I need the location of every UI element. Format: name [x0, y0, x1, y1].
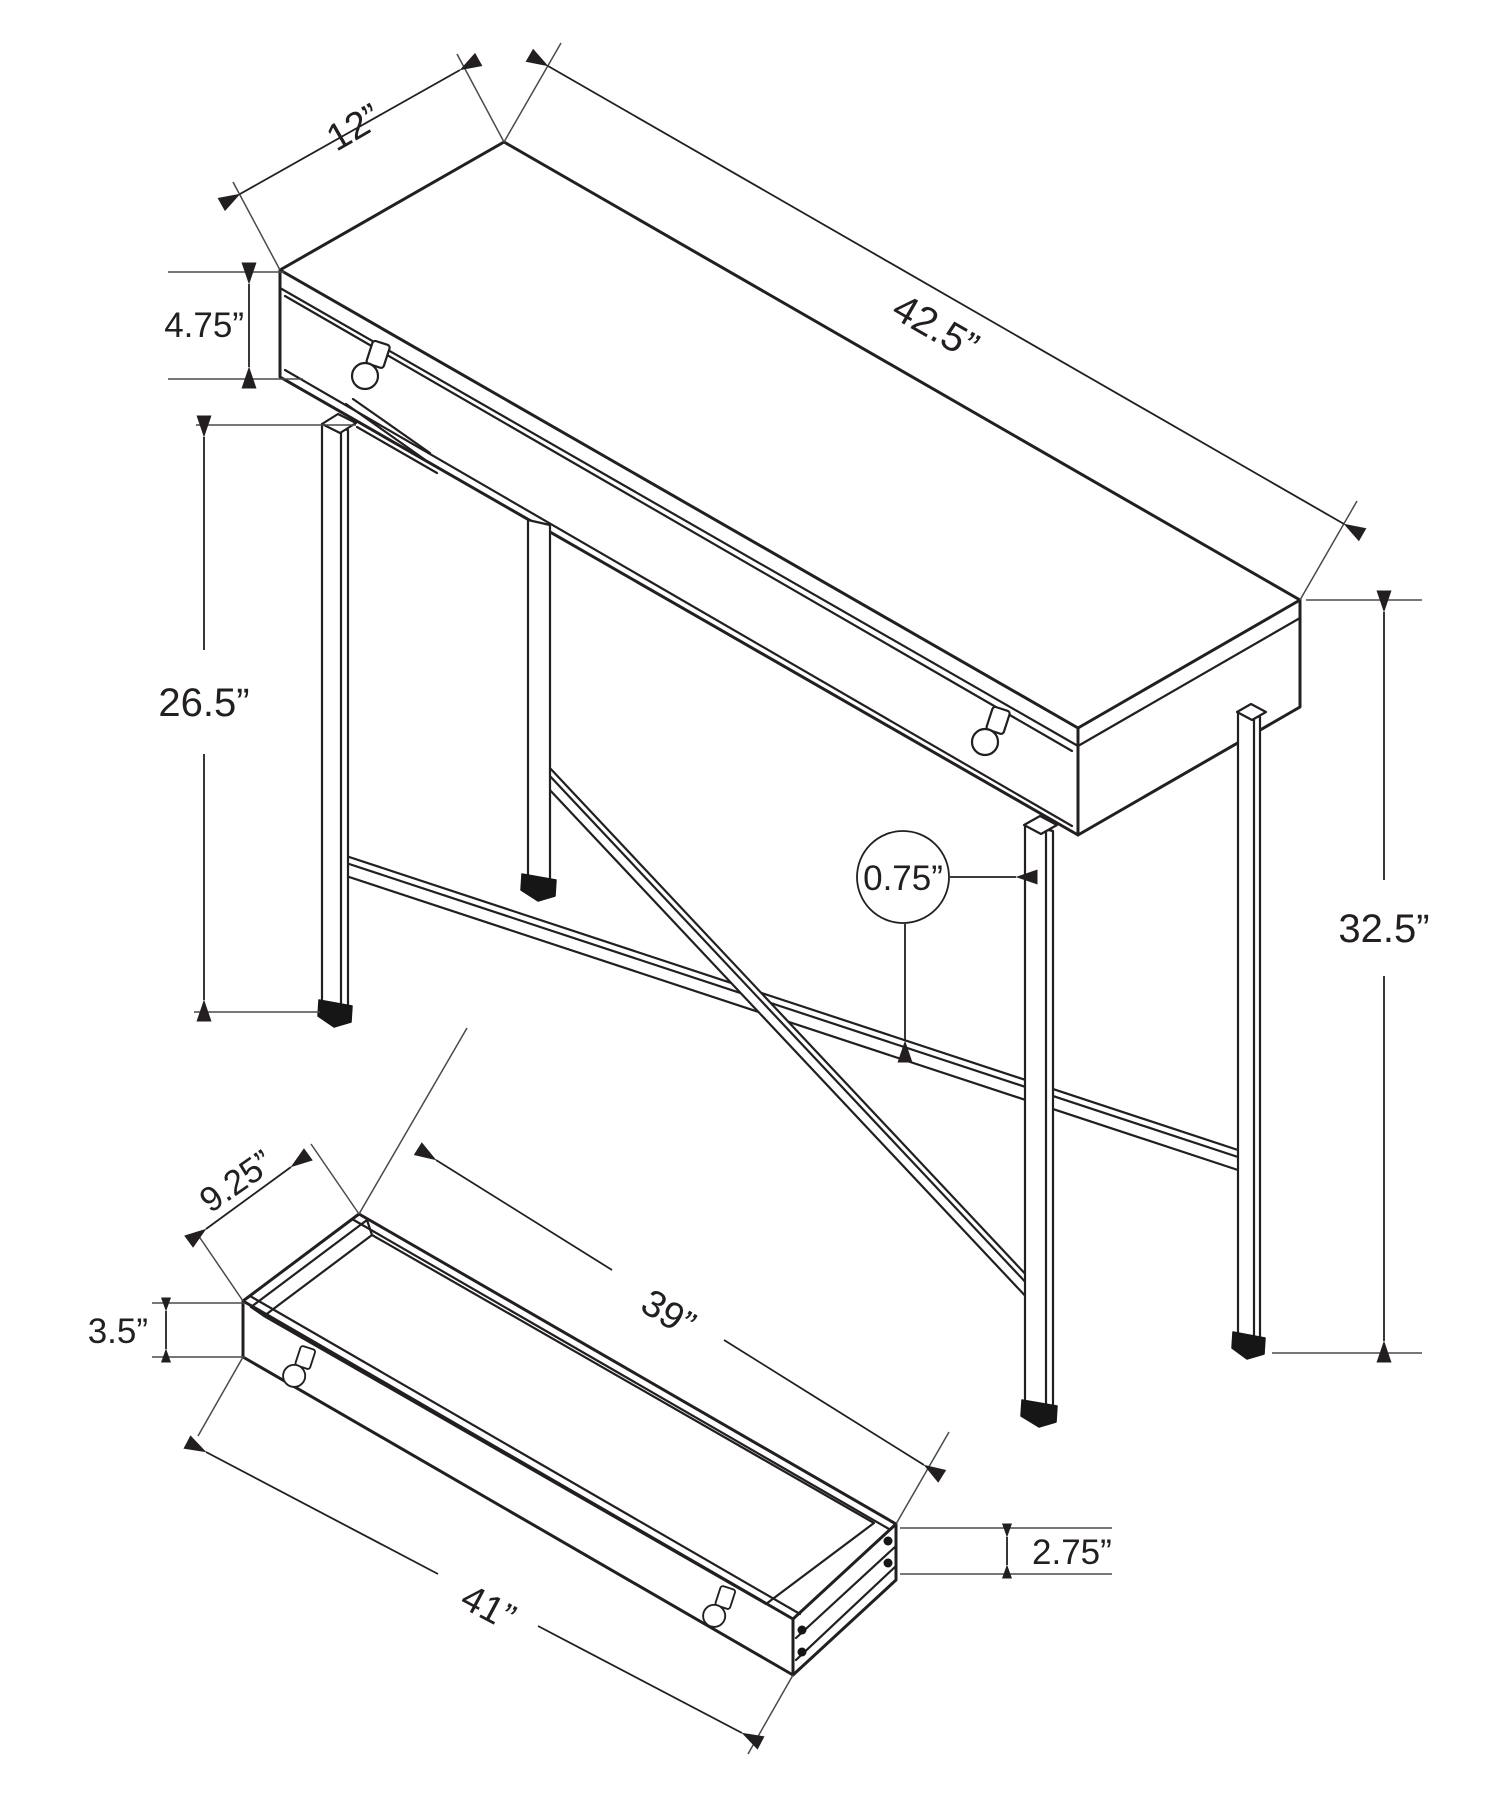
table-isometric-view: [158, 43, 1429, 1427]
drawer-inner-length-label: 39”: [633, 1281, 703, 1347]
callout-frame-tube: [857, 831, 1016, 1041]
screw-dot: [798, 1648, 807, 1657]
leg-front-left: [318, 414, 356, 1027]
length-label: 42.5”: [885, 285, 986, 370]
drawer-detail-view: [88, 1028, 1112, 1754]
x-stretcher-arm-front: [340, 854, 1244, 1172]
leg-back-right: [1232, 704, 1266, 1359]
dimension-drawer-outer-length: [198, 1357, 793, 1754]
drawer-back-height-label: 3.5”: [87, 1312, 148, 1351]
drawer-reveal-lines: [346, 399, 437, 473]
drawer-depth-label: 9.25”: [192, 1142, 281, 1221]
frame-tube-label: 0.75”: [863, 859, 943, 898]
dimension-overall-height: [1272, 600, 1430, 1353]
ring-pull-left: [352, 340, 390, 389]
apron-height-label: 4.75”: [164, 306, 244, 345]
drawer-outer-length-label: 41”: [453, 1576, 523, 1640]
drawer-rim-outline: [243, 1214, 896, 1619]
tabletop-surface: [280, 142, 1300, 728]
drawer-floor: [251, 1220, 874, 1604]
dimension-drawer-back-height: [88, 1303, 245, 1357]
screw-dot: [884, 1559, 893, 1568]
leg-back-left: [521, 520, 556, 901]
screw-dot: [798, 1626, 807, 1635]
x-stretcher-arm-back: [548, 766, 1046, 1318]
leg-front-right: [1021, 816, 1057, 1427]
drawer-ring-pull-left: [283, 1345, 316, 1386]
screw-dot: [884, 1537, 893, 1546]
drawer-side-height-label: 2.75”: [1032, 1533, 1112, 1572]
depth-label: 12”: [319, 96, 389, 160]
leg-height-label: 26.5”: [158, 681, 250, 725]
dimension-drawer-side-height: [900, 1528, 1112, 1574]
ring-pull-right: [972, 706, 1010, 755]
drawer-ring-pull-right: [703, 1585, 736, 1626]
drawer-end-face: [793, 1524, 896, 1675]
overall-height-label: 32.5”: [1338, 907, 1430, 951]
